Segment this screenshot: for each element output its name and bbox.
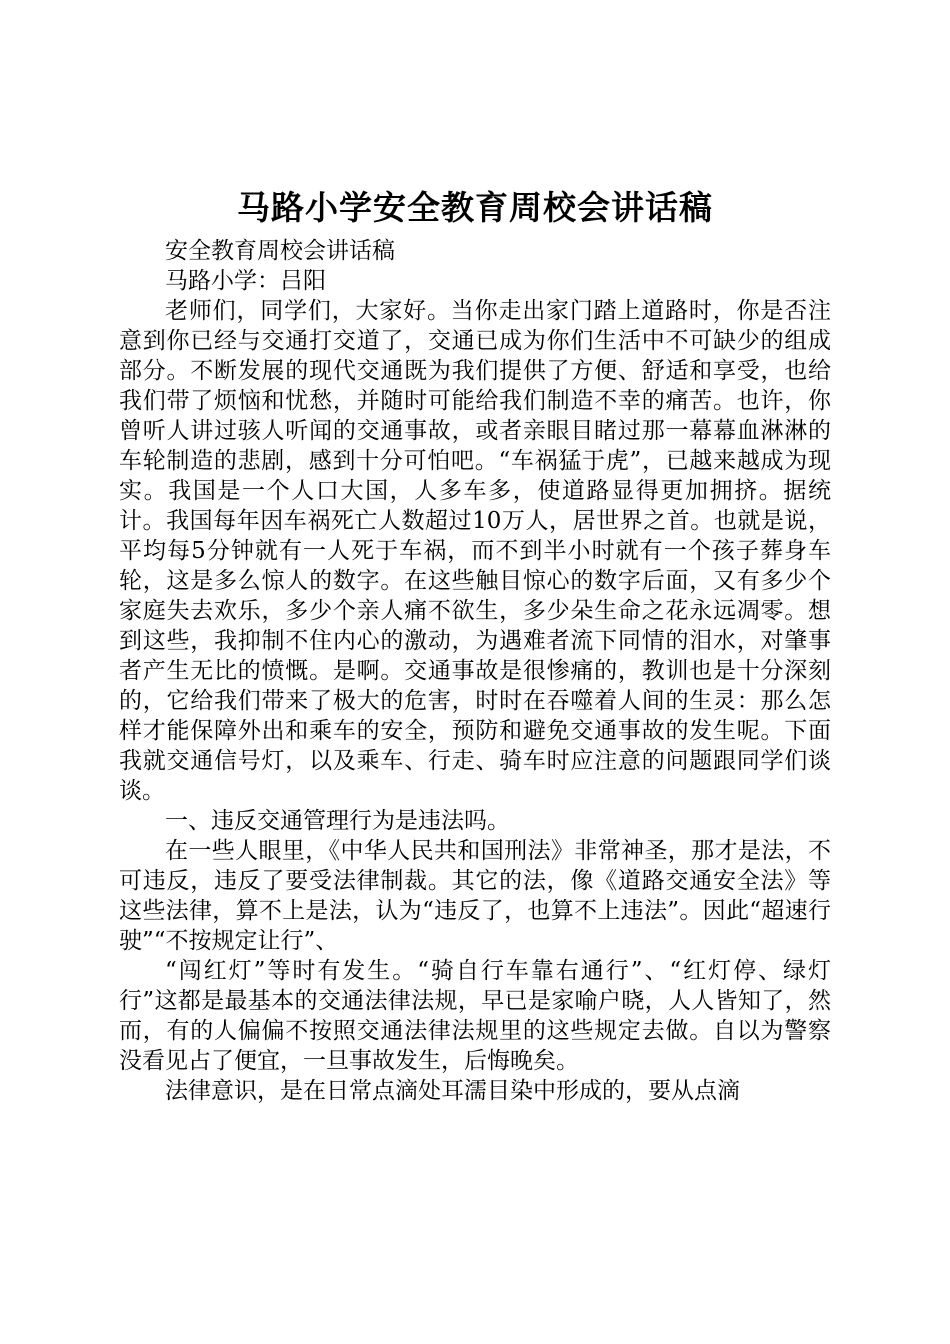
document-body [119, 236, 831, 1106]
author-line: 马路小学：吕阳 [165, 268, 326, 294]
document-title: 马路小学安全教育周校会讲话稿 [237, 188, 713, 227]
section-heading: 一、违反交通管理行为是违法吗。 [165, 808, 510, 834]
paragraph: 在一些人眼里，《中华人民共和国刑法》非常神圣，那才是法，不可违反，违反了要受法律制裁。其它的法，像《道路交通安全法》等这些法律，算不上是法，认为“违反了，也算不上违法”。因此“超速行驶”“不按规定让行”、 [119, 838, 831, 954]
paragraph: “闯红灯”等时有发生。“骑自行车靠右通行”、“红灯停、绿灯行”这都是最基本的交通法律法规，早已是家喻户晓，人人皆知了，然而，有的人偏偏不按照交通法律法规里的这些规定去做。自以为警察没看见占了便宜，一旦事故发生，后悔晚矣。 [119, 958, 831, 1074]
paragraph: 法律意识，是在日常点滴处耳濡目染中形成的，要从点滴 [165, 1078, 740, 1104]
paragraph: 老师们，同学们，大家好。当你走出家门踏上道路时，你是否注意到你已经与交通打交道了，交通已成为你们生活中不可缺少的组成部分。不断发展的现代交通既为我们提供了方便、舒适和享受，也给我们带了烦恼和忧愁，并随时可能给我们制造不幸的痛苦。也许，你曾听人讲过骇人听闻的交通事故，或者亲眼目睹过那一幕幕血淋淋的车轮制造的悲剧，感到十分可怕吧。“车祸猛于虎”，已越来越成为现实。我国是一个人口大国，人多车多，使道路显得更加拥挤。据统计。我国每年因车祸死亡人数超过10万人，居世界之首。也就是说，平均每5分钟就有一人死于车祸，而不到半小时就有一个孩子葬身车轮，这是多么惊人的数字。在这些触目惊心的数字后面，又有多少个家庭失去欢乐，多少个亲人痛不欲生，多少朵生命之花永远凋零。想到这些，我抑制不住内心的激动，为遇难者流下同情的泪水，对肇事者产生无比的愤慨。是啊。交通事故是很惨痛的，教训也是十分深刻的，它给我们带来了极大的危害，时时在吞噬着人间的生灵：那么怎样才能保障外出和乘车的安全，预防和避免交通事故的发生呢。下面我就交通信号灯，以及乘车、行走、骑车时应注意的问题跟同学们谈谈。 [119, 298, 831, 804]
subtitle-line: 安全教育周校会讲话稿 [165, 238, 395, 264]
